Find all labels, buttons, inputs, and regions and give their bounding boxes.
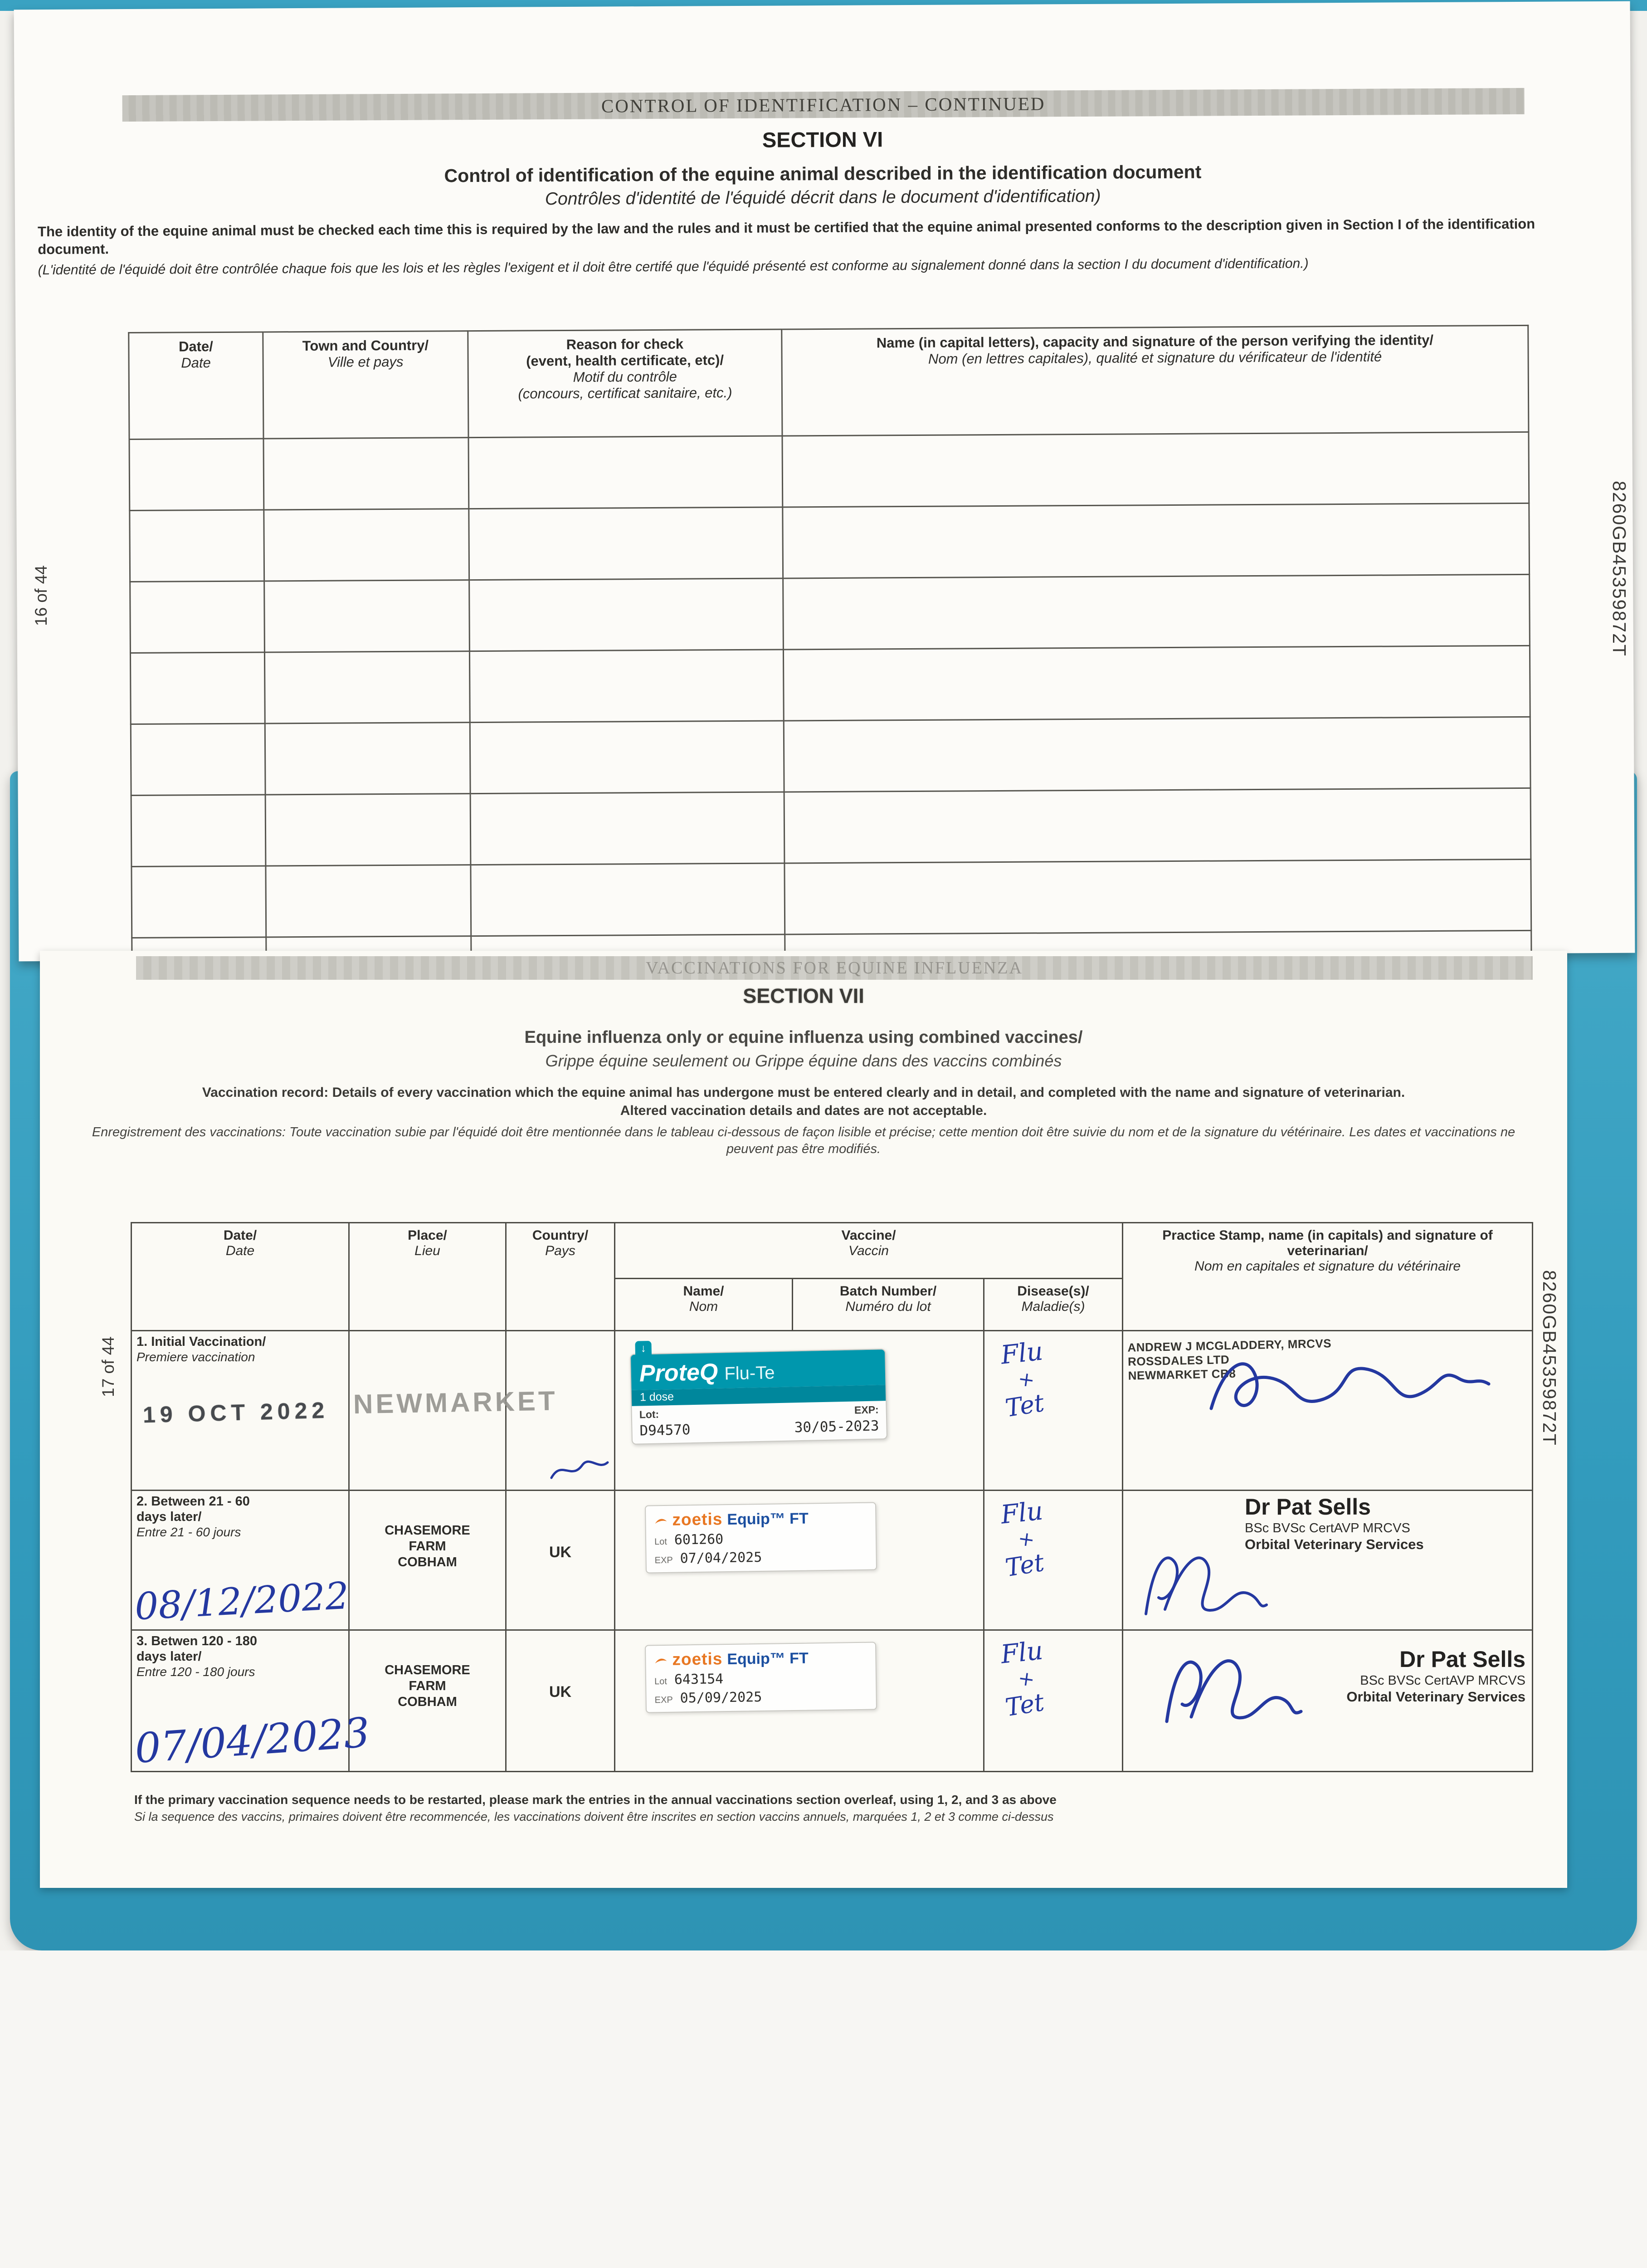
zoetis-lot-label: Lot bbox=[654, 1536, 668, 1547]
section6-intro-fr: (L'identité de l'équidé doit être contrôlée chaque fois que les lois et les règles l'exigent et il doit être certifé que l'équidé présenté est conforme au signalement donné dans la section I du document d'identification.) bbox=[38, 256, 1309, 278]
col-date: Date/ Date bbox=[129, 332, 263, 440]
page-section-vi bbox=[14, 1, 1635, 962]
proteq-exp-label: EXP: bbox=[854, 1403, 879, 1416]
row3-vet-cell bbox=[1123, 1630, 1533, 1772]
row3-place-text: CHASEMORE FARM COBHAM bbox=[385, 1663, 470, 1709]
row1-vet-signature bbox=[1205, 1340, 1495, 1436]
vcol-disease: Disease(s)/ Maladie(s) bbox=[984, 1279, 1123, 1331]
vaccination-header-row1 bbox=[132, 1223, 1533, 1279]
vcol-country: Country/ Pays bbox=[506, 1223, 615, 1331]
zoetis-brand: zoetis bbox=[672, 1510, 723, 1529]
row2-disease-cell bbox=[984, 1491, 1123, 1630]
identification-empty-row bbox=[130, 645, 1530, 724]
vcol-practice-stamp: Practice Stamp, name (in capitals) and signature of veterinarian/ Nom en capitales et signature du vétérinaire bbox=[1123, 1223, 1533, 1331]
identification-empty-row bbox=[132, 859, 1531, 938]
row3-country-text: UK bbox=[549, 1683, 572, 1701]
row1-disease-handwriting: Flu + Tet bbox=[999, 1336, 1046, 1423]
section7-header-bar-text: VACCINATIONS FOR EQUINE INFLUENZA bbox=[646, 958, 1023, 978]
vcol-vaccine: Vaccine/ Vaccin bbox=[615, 1223, 1123, 1279]
zoetis-exp-label: EXP bbox=[654, 1695, 673, 1706]
section7-title: SECTION VII bbox=[743, 984, 864, 1007]
row2-vet-name: Dr Pat Sells bbox=[1245, 1494, 1371, 1520]
handwritten-scribble bbox=[548, 1454, 611, 1486]
row3-label: 3. Betwen 120 - 180 bbox=[136, 1634, 257, 1648]
row2-disease-handwriting: Flu + Tet bbox=[999, 1496, 1046, 1583]
page-number-17: 17 of 44 bbox=[99, 1336, 117, 1397]
proteq-dose: 1 dose bbox=[632, 1385, 886, 1406]
row2-label-fr: Entre 21 - 60 jours bbox=[136, 1525, 241, 1539]
row2-vet-creds: BSc BVSc CertAVP MRCVS bbox=[1245, 1521, 1410, 1535]
row2-date-handwriting: 08/12/2022 bbox=[133, 1574, 350, 1629]
section6-title: SECTION VI bbox=[762, 127, 883, 152]
section6-intro-en: The identity of the equine animal must be checked each time this is required by the law and the rules and it must be certified that the equine animal presented conforms to the description given in Section I of the identification document. bbox=[38, 215, 1535, 258]
row2-label: 2. Between 21 - 60 bbox=[136, 1494, 250, 1509]
row2-vaccine-cell bbox=[615, 1491, 984, 1630]
row3-date-handwriting: 07/04/2023 bbox=[133, 1709, 371, 1773]
section7-subtitle-fr: Grippe équine seulement ou Grippe équine dans des vaccins combinés bbox=[545, 1051, 1062, 1070]
proteq-brand: ProteQ bbox=[639, 1359, 718, 1387]
row1-date-stamp: 19 OCT 2022 bbox=[142, 1397, 329, 1428]
row2-country-text: UK bbox=[549, 1544, 572, 1561]
section7-footer-en: If the primary vaccination sequence needs to be restarted, please mark the entries in the annual vaccinations section overleaf, using 1, 2, and 3 as above bbox=[134, 1793, 1057, 1807]
zoetis-exp-value: 05/09/2025 bbox=[680, 1689, 762, 1706]
row1-vet-cell bbox=[1123, 1331, 1533, 1491]
vcol-date: Date/ Date bbox=[132, 1223, 349, 1331]
row1-place-cell bbox=[349, 1331, 558, 1491]
proteq-exp-value: 30/05-2023 bbox=[794, 1418, 879, 1436]
row2-vet-cell bbox=[1123, 1491, 1533, 1630]
col-verifier-name: Name (in capital letters), capacity and signature of the person verifying the identity/ Nom (en lettres capitales), qualité et signature du vérificateur de l'identité bbox=[782, 325, 1529, 436]
vaccination-row-2 bbox=[132, 1491, 1533, 1630]
section6-header-bar bbox=[122, 88, 1525, 122]
zoetis-exp-value: 07/04/2025 bbox=[680, 1549, 762, 1567]
page-section-vii bbox=[40, 951, 1567, 1888]
row2-label2: days later/ bbox=[136, 1510, 202, 1524]
row2-place-text: CHASEMORE FARM COBHAM bbox=[385, 1523, 470, 1569]
row1-practice-stamp: ANDREW J MCGLADDERY, MRCVS ROSSDALES LTD NEWMARKET CB8 bbox=[1127, 1336, 1332, 1383]
zoetis-product: Equip™ FT bbox=[727, 1649, 809, 1668]
row2-country-cell bbox=[506, 1491, 615, 1630]
row1-disease-cell bbox=[984, 1331, 1123, 1491]
proteq-variant: Flu-Te bbox=[724, 1363, 775, 1384]
col-reason: Reason for check (event, health certificate, etc)/ Motif du contrôle (concours, certificat sanitaire, etc.) bbox=[468, 329, 782, 438]
vaccine-sticker-zoetis-2 bbox=[645, 1642, 877, 1713]
row3-place-cell bbox=[349, 1630, 506, 1772]
row2-place-cell bbox=[349, 1491, 506, 1630]
row3-disease-handwriting: Flu + Tet bbox=[999, 1636, 1046, 1722]
zoetis-bird-icon bbox=[654, 1656, 668, 1665]
row1-label-fr: Premiere vaccination bbox=[136, 1350, 255, 1364]
section7-intro-line1: Vaccination record: Details of every vaccination which the equine animal has undergone must be entered clearly and in detail, and completed with the name and signature of veterinarian. bbox=[202, 1085, 1405, 1100]
identification-check-table bbox=[128, 325, 1533, 961]
identification-empty-row bbox=[131, 717, 1530, 795]
row3-country-cell bbox=[506, 1630, 615, 1772]
vaccine-sticker-zoetis-1 bbox=[645, 1502, 877, 1573]
row3-vaccine-cell bbox=[615, 1630, 984, 1772]
section6-subtitle-en: Control of identification of the equine animal described in the identification document bbox=[444, 161, 1202, 186]
section7-header-bar bbox=[136, 956, 1533, 980]
vaccination-row-1 bbox=[132, 1331, 1533, 1491]
row3-vet-creds: BSc BVSc CertAVP MRCVS bbox=[1360, 1673, 1526, 1688]
vcol-place: Place/ Lieu bbox=[349, 1223, 506, 1331]
document-number-top: 8260GB45359872T bbox=[1609, 481, 1630, 657]
section6-header-bar-text: CONTROL OF IDENTIFICATION – CONTINUED bbox=[601, 93, 1046, 117]
row3-vet-org: Orbital Veterinary Services bbox=[1346, 1689, 1526, 1705]
zoetis-lot-label: Lot bbox=[654, 1676, 668, 1687]
row1-place-stamp: NEWMARKET bbox=[353, 1385, 558, 1420]
row2-vet-org: Orbital Veterinary Services bbox=[1245, 1536, 1424, 1552]
section6-subtitle-fr: Contrôles d'identité de l'équidé décrit dans le document d'identification) bbox=[545, 186, 1101, 209]
row1-label: 1. Initial Vaccination/ bbox=[136, 1334, 266, 1349]
vaccination-table bbox=[131, 1222, 1533, 1772]
identification-empty-row bbox=[129, 432, 1529, 510]
zoetis-lot-value: 601260 bbox=[674, 1531, 724, 1548]
identification-empty-row bbox=[131, 788, 1531, 866]
section7-subtitle-en: Equine influenza only or equine influenza using combined vaccines/ bbox=[524, 1028, 1083, 1047]
col-town-country: Town and Country/ Ville et pays bbox=[263, 331, 468, 439]
zoetis-lot-value: 643154 bbox=[674, 1671, 724, 1688]
vaccination-row-3 bbox=[132, 1630, 1533, 1772]
row3-label2: days later/ bbox=[136, 1649, 202, 1664]
row2-date-cell bbox=[132, 1491, 349, 1630]
proteq-lot-label: Lot: bbox=[639, 1408, 659, 1421]
zoetis-brand: zoetis bbox=[672, 1649, 723, 1669]
row3-vet-signature bbox=[1155, 1644, 1305, 1735]
section7-intro-fr: Enregistrement des vaccinations: Toute vaccination subie par l'équidé doit être mentionnée dans le tableau ci-dessous de façon lisible et précise; cette mention doit être suivie du nom et de la signature du vétérinaire. Les dates et vaccinations ne peuvent pas être modifiés. bbox=[92, 1125, 1515, 1156]
zoetis-exp-label: EXP bbox=[654, 1555, 673, 1566]
row3-date-cell bbox=[132, 1630, 371, 1773]
row2-vet-signature bbox=[1132, 1541, 1268, 1628]
row3-disease-cell bbox=[984, 1630, 1123, 1772]
section7-intro-line2: Altered vaccination details and dates are not acceptable. bbox=[620, 1103, 987, 1118]
identification-table-header bbox=[129, 325, 1529, 439]
row3-vet-name: Dr Pat Sells bbox=[1399, 1647, 1526, 1672]
page-number-16: 16 of 44 bbox=[32, 565, 50, 626]
identification-table-body bbox=[129, 432, 1532, 961]
zoetis-bird-icon bbox=[654, 1516, 668, 1525]
vcol-batch: Batch Number/ Numéro du lot bbox=[793, 1279, 984, 1331]
scanner-background bbox=[0, 1950, 1647, 2268]
proteq-lot-value: D94570 bbox=[639, 1422, 691, 1439]
row2-vet-text bbox=[1245, 1494, 1424, 1553]
section7-footer-fr: Si la sequence des vaccins, primaires doivent être recommencée, les vaccinations doivent être inscrites en section vaccins annuels, marquées 1, 2 et 3 comme ci-dessus bbox=[134, 1810, 1054, 1823]
identification-empty-row bbox=[130, 574, 1530, 653]
identification-empty-row bbox=[130, 503, 1530, 582]
row3-vet-text bbox=[1346, 1646, 1525, 1705]
row3-label-fr: Entre 120 - 180 jours bbox=[136, 1665, 255, 1679]
zoetis-product: Equip™ FT bbox=[727, 1510, 809, 1529]
document-number-bottom: 8260GB45359872T bbox=[1539, 1270, 1560, 1446]
row1-date-cell bbox=[132, 1331, 349, 1491]
proteq-arrow-icon: ↓ bbox=[635, 1341, 652, 1357]
vcol-name: Name/ Nom bbox=[615, 1279, 793, 1331]
